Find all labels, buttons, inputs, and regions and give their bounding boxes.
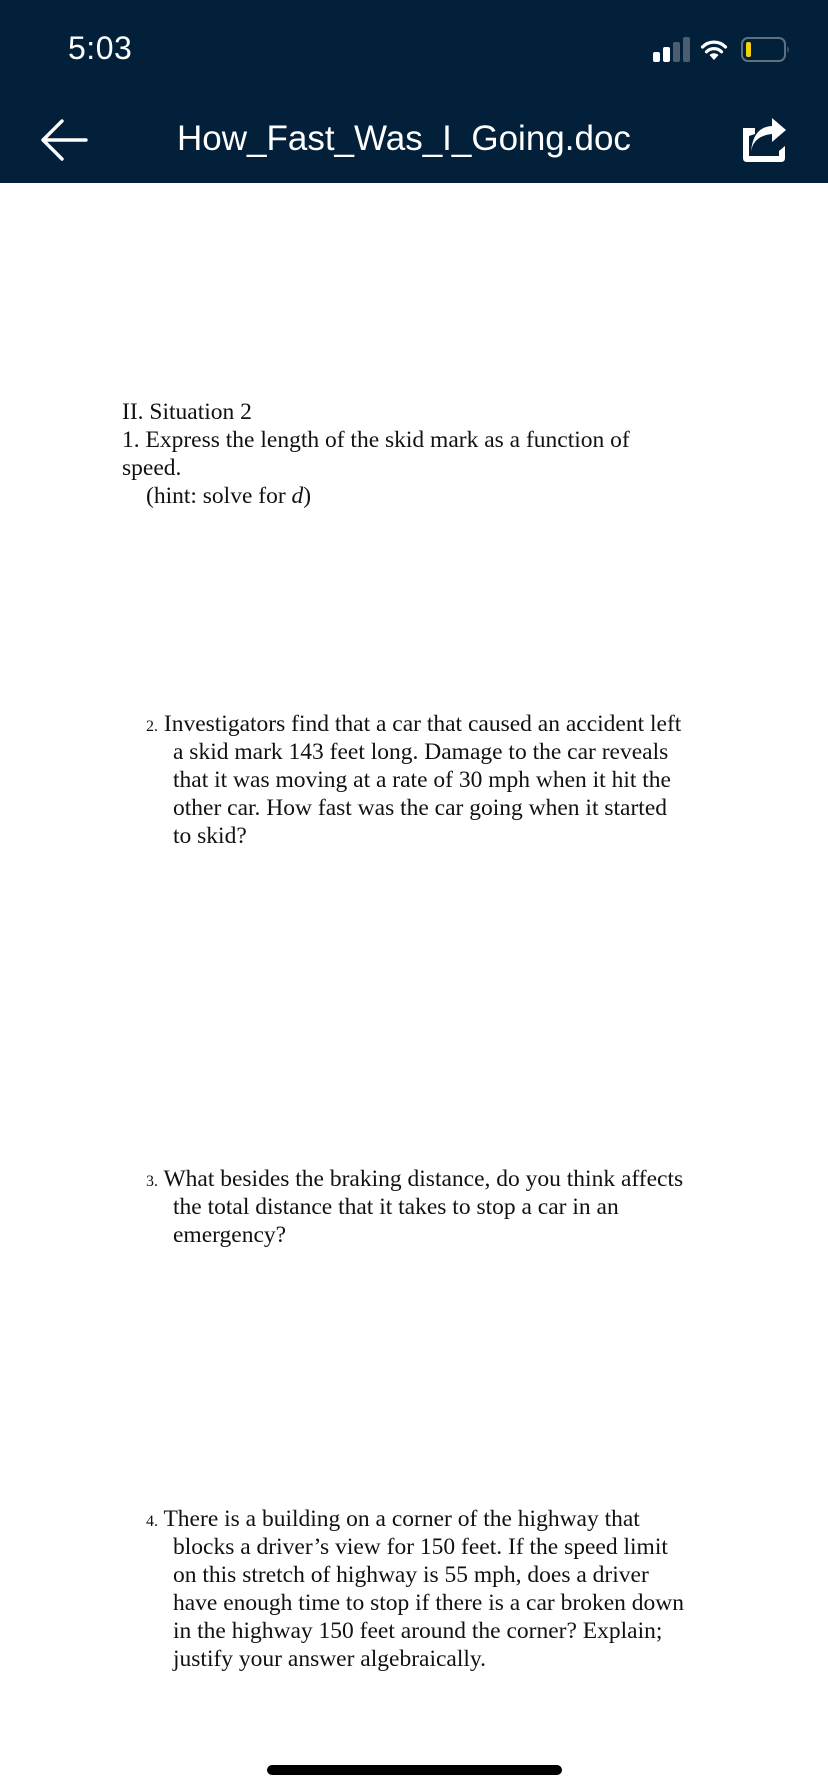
question-4-line-1	[146, 1505, 640, 1536]
question-2-line-2: a skid mark 143 feet long. Damage to the car reveals	[173, 739, 669, 765]
question-3-line-3: emergency?	[173, 1222, 287, 1248]
status-time: 5:03	[68, 30, 133, 66]
question-3-text: What besides the braking distance, do you think affects	[163, 1166, 684, 1192]
home-indicator[interactable]	[267, 1765, 562, 1775]
battery-icon	[741, 37, 791, 62]
hint-prefix: (hint: solve for	[146, 483, 292, 509]
document-title: How_Fast_Was_I_Going.doc	[177, 119, 631, 158]
back-button[interactable]	[38, 116, 90, 164]
question-4-number: 4.	[146, 1513, 158, 1530]
hint-variable: d	[291, 483, 304, 509]
question-4-text: There is a building on a corner of the highway that	[163, 1506, 640, 1532]
document-view[interactable]	[0, 183, 828, 1792]
question-2-line-5: to skid?	[173, 823, 247, 849]
share-icon	[736, 114, 790, 166]
question-3-number: 3.	[146, 1173, 158, 1190]
question-4-line-4: have enough time to stop if there is a car broken down	[173, 1590, 684, 1616]
question-2-line-1	[146, 710, 681, 741]
question-1-line-1: 1. Express the length of the skid mark as a function of	[122, 427, 630, 453]
top-bar	[0, 0, 828, 183]
question-1-hint	[146, 482, 311, 510]
question-2-line-3: that it was moving at a rate of 30 mph when it hit the	[173, 767, 671, 793]
question-4-line-2: blocks a driver’s view for 150 feet. If the speed limit	[173, 1534, 668, 1560]
question-2-number: 2.	[146, 718, 158, 735]
share-button[interactable]	[736, 114, 790, 166]
question-3-line-2: the total distance that it takes to stop a car in an	[173, 1194, 619, 1220]
question-4-line-6: justify your answer algebraically.	[173, 1646, 487, 1672]
section-heading: II. Situation 2	[122, 399, 252, 425]
hint-suffix: )	[303, 483, 312, 509]
cellular-signal-icon	[653, 38, 691, 62]
question-2-line-4: other car. How fast was the car going when it started	[173, 795, 667, 821]
arrow-left-icon	[38, 116, 90, 164]
question-2-text: Investigators find that a car that caused an accident left	[163, 711, 682, 737]
question-3-line-1	[146, 1165, 683, 1196]
question-4-line-3: on this stretch of highway is 55 mph, does a driver	[173, 1562, 649, 1588]
question-1-line-2: speed.	[122, 455, 182, 481]
question-4-line-5: in the highway 150 feet around the corner? Explain;	[173, 1618, 663, 1644]
wifi-icon	[699, 36, 729, 62]
